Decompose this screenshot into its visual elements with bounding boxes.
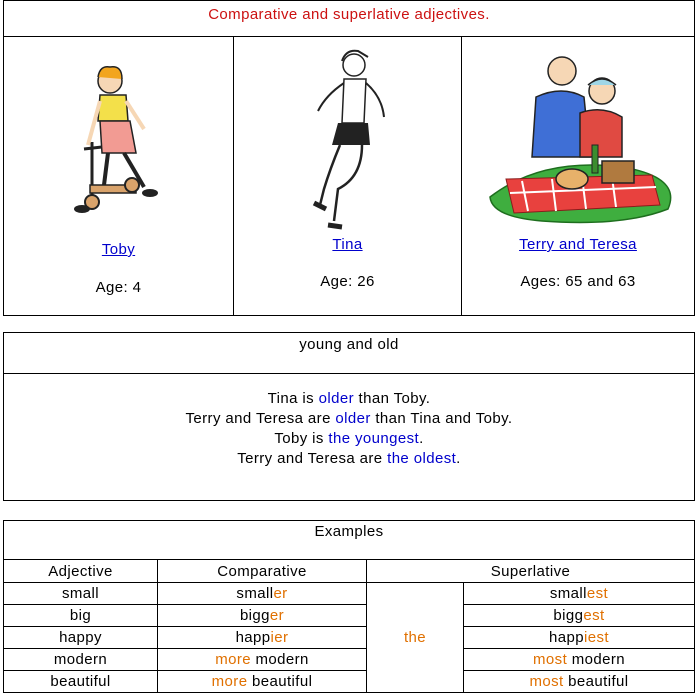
person-name-toby[interactable]: Toby <box>101 241 136 258</box>
person-tina <box>234 37 461 316</box>
table-row <box>4 605 695 627</box>
comparative-cell: happier <box>158 627 367 649</box>
sentence-2: Terry and Teresa are older than Tina and Toby. <box>185 410 513 427</box>
table-row <box>4 649 695 671</box>
adjective-cell: big <box>4 605 158 627</box>
young-old-panel <box>3 332 695 501</box>
person-age-toby: Age: 4 <box>95 279 142 296</box>
adjective-cell: happy <box>4 627 158 649</box>
tina-runner-image <box>234 37 461 237</box>
person-name-tina[interactable]: Tina <box>332 236 363 253</box>
header-adjective: Adjective <box>4 560 158 583</box>
examples-heading: Examples <box>4 521 694 560</box>
person-terry-teresa <box>462 37 694 316</box>
terry-teresa-picnic-image <box>462 37 694 237</box>
table-row <box>4 671 695 693</box>
toby-scooter-image <box>4 37 233 217</box>
person-age-tina: Age: 26 <box>320 273 375 290</box>
superlative-cell: most beautiful <box>464 671 695 693</box>
examples-table <box>3 559 695 693</box>
person-toby <box>4 37 233 316</box>
sentence-3: Toby is the youngest. <box>274 430 424 447</box>
comparative-cell: more modern <box>158 649 367 671</box>
superlative-cell: biggest <box>464 605 695 627</box>
person-name-terry-teresa[interactable]: Terry and Teresa <box>519 236 637 253</box>
adjective-cell: beautiful <box>4 671 158 693</box>
superlative-cell: most modern <box>464 649 695 671</box>
table-row <box>4 627 695 649</box>
person-age-terry-teresa: Ages: 65 and 63 <box>520 273 636 290</box>
comparative-cell: smaller <box>158 583 367 605</box>
header-superlative: Superlative <box>367 560 695 583</box>
young-old-heading: young and old <box>4 333 694 374</box>
adjective-cell: modern <box>4 649 158 671</box>
examples-panel <box>3 520 695 692</box>
sentence-4: Terry and Teresa are the oldest. <box>237 450 461 467</box>
the-cell: the <box>367 583 464 693</box>
adjective-cell: small <box>4 583 158 605</box>
young-old-sentences <box>4 389 694 469</box>
page-title: Comparative and superlative adjectives. <box>4 1 694 37</box>
table-row <box>4 583 695 605</box>
superlative-cell: smallest <box>464 583 695 605</box>
comparative-cell: bigger <box>158 605 367 627</box>
comparative-cell: more beautiful <box>158 671 367 693</box>
sentence-1: Tina is older than Toby. <box>267 390 431 407</box>
header-comparative: Comparative <box>158 560 367 583</box>
people-panel <box>3 0 695 316</box>
superlative-cell: happiest <box>464 627 695 649</box>
